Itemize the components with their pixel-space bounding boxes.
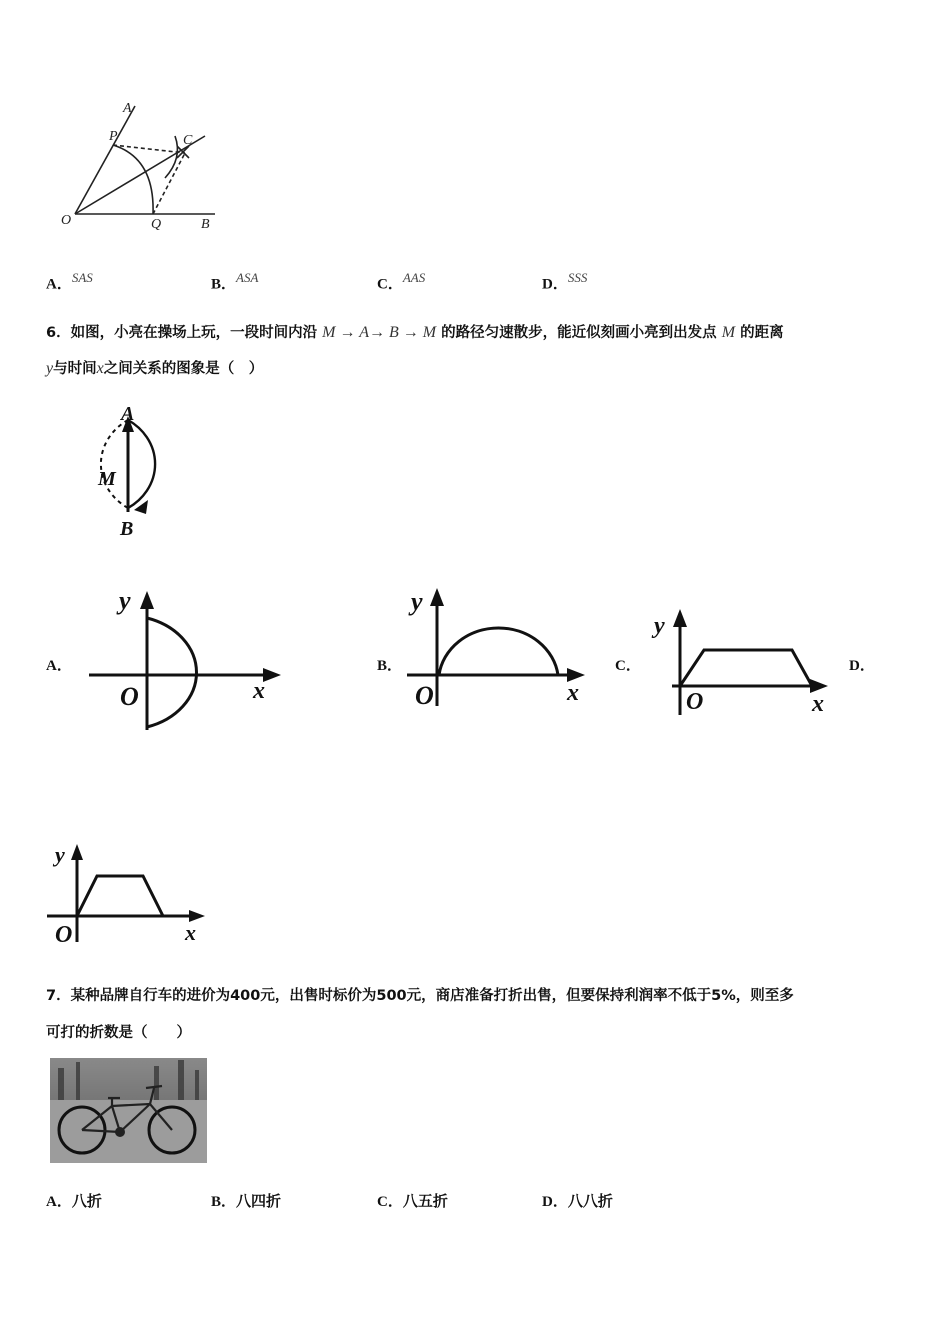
option-letter: D． bbox=[542, 1194, 568, 1210]
option-text: ASA bbox=[236, 270, 259, 285]
option-text: 八折 bbox=[71, 1192, 102, 1210]
y-arrow-icon bbox=[430, 588, 444, 606]
label-b: B bbox=[120, 518, 134, 540]
q6-option-d-letter[interactable]: D． bbox=[849, 658, 875, 674]
point-math: M bbox=[721, 324, 736, 341]
label-o: O bbox=[61, 213, 72, 228]
option-text: 八八折 bbox=[567, 1192, 613, 1210]
q5-option-c[interactable] bbox=[377, 270, 425, 293]
svg-text:O: O bbox=[686, 689, 704, 715]
svg-text:y: y bbox=[119, 586, 131, 615]
option-letter: C． bbox=[377, 1194, 403, 1210]
svg-text:x: x bbox=[812, 691, 824, 717]
q6-option-c-graph[interactable] bbox=[642, 603, 837, 718]
stem-text: 如图，小亮在操场上玩，一段时间内沿 bbox=[70, 325, 318, 341]
option-letter: B． bbox=[211, 1194, 237, 1210]
label-p: P bbox=[109, 129, 118, 144]
svg-text:x: x bbox=[185, 920, 196, 945]
label-a: A bbox=[121, 403, 135, 425]
option-text: 八五折 bbox=[402, 1192, 448, 1210]
svg-text:O: O bbox=[415, 681, 434, 710]
option-text: SSS bbox=[567, 270, 588, 285]
q5-option-d[interactable] bbox=[542, 270, 587, 293]
y-arrow-icon bbox=[140, 591, 154, 609]
option-letter: C． bbox=[377, 276, 403, 293]
label-a: A bbox=[123, 101, 132, 116]
q5-option-b[interactable] bbox=[211, 270, 258, 293]
svg-text:y: y bbox=[411, 587, 423, 616]
svg-text:O: O bbox=[55, 922, 73, 948]
solid-arc bbox=[128, 420, 155, 508]
label-b: B bbox=[201, 217, 210, 232]
dashed-qc bbox=[153, 153, 185, 214]
q6-option-c-letter[interactable]: C． bbox=[615, 658, 641, 674]
var-x: x bbox=[96, 360, 104, 377]
q7-option-b[interactable] bbox=[211, 1190, 281, 1211]
path-math: M → A→ B → M bbox=[322, 324, 437, 341]
q7-stem-line1: 7．某种品牌自行车的进价为400元，出售时标价为500元，商店准备打折出售，但要保持利润率不低于5%，则至多 bbox=[46, 988, 794, 1004]
option-text: 八四折 bbox=[236, 1192, 282, 1210]
label-m: M bbox=[98, 468, 116, 490]
label-q: Q bbox=[151, 217, 162, 232]
q6-option-a-graph[interactable] bbox=[85, 585, 295, 735]
stem-text: 的路径匀速散步，能近似刻画小亮到出发点 bbox=[441, 325, 717, 341]
option-text: SAS bbox=[71, 270, 93, 285]
svg-text:y: y bbox=[654, 613, 665, 639]
svg-text:x: x bbox=[253, 678, 265, 704]
q7-option-d[interactable] bbox=[542, 1190, 613, 1211]
y-arrow-icon bbox=[71, 844, 83, 860]
svg-text:x: x bbox=[567, 680, 579, 706]
ray-oa bbox=[75, 106, 135, 214]
walking-path-figure bbox=[60, 402, 205, 542]
option-text: AAS bbox=[402, 270, 426, 285]
q6-stem-line1 bbox=[46, 323, 784, 343]
stem-text: 与时间 bbox=[53, 361, 97, 377]
question-number: 6． bbox=[46, 325, 71, 341]
svg-text:y: y bbox=[55, 842, 65, 867]
var-y: y bbox=[46, 360, 54, 377]
y-arrow-icon bbox=[673, 609, 687, 627]
option-letter: A． bbox=[46, 1194, 72, 1210]
q6-option-d-graph[interactable] bbox=[45, 838, 215, 948]
q7-option-c[interactable] bbox=[377, 1190, 448, 1211]
q7-option-a[interactable] bbox=[46, 1190, 102, 1211]
dashed-arc bbox=[101, 420, 128, 508]
stem-text: 的距离 bbox=[740, 325, 784, 341]
stem-text: 之间关系的图象是（ ） bbox=[103, 361, 264, 377]
q6-option-a-letter[interactable]: A． bbox=[46, 658, 72, 674]
x-arrow-icon bbox=[263, 668, 281, 682]
option-letter: B． bbox=[211, 276, 237, 293]
option-letter: D． bbox=[542, 276, 568, 293]
angle-construction-figure bbox=[55, 98, 225, 238]
q6-option-b-letter[interactable]: B． bbox=[377, 658, 403, 674]
q6-option-b-graph[interactable] bbox=[405, 578, 590, 713]
q5-option-a[interactable] bbox=[46, 270, 93, 293]
q6-stem-line2 bbox=[46, 359, 263, 379]
svg-text:O: O bbox=[120, 682, 139, 711]
bicycle-photo bbox=[50, 1058, 207, 1163]
option-letter: A． bbox=[46, 276, 72, 293]
label-c: C bbox=[183, 133, 193, 148]
q7-stem-line2: 可打的折数是（ ） bbox=[46, 1025, 191, 1041]
